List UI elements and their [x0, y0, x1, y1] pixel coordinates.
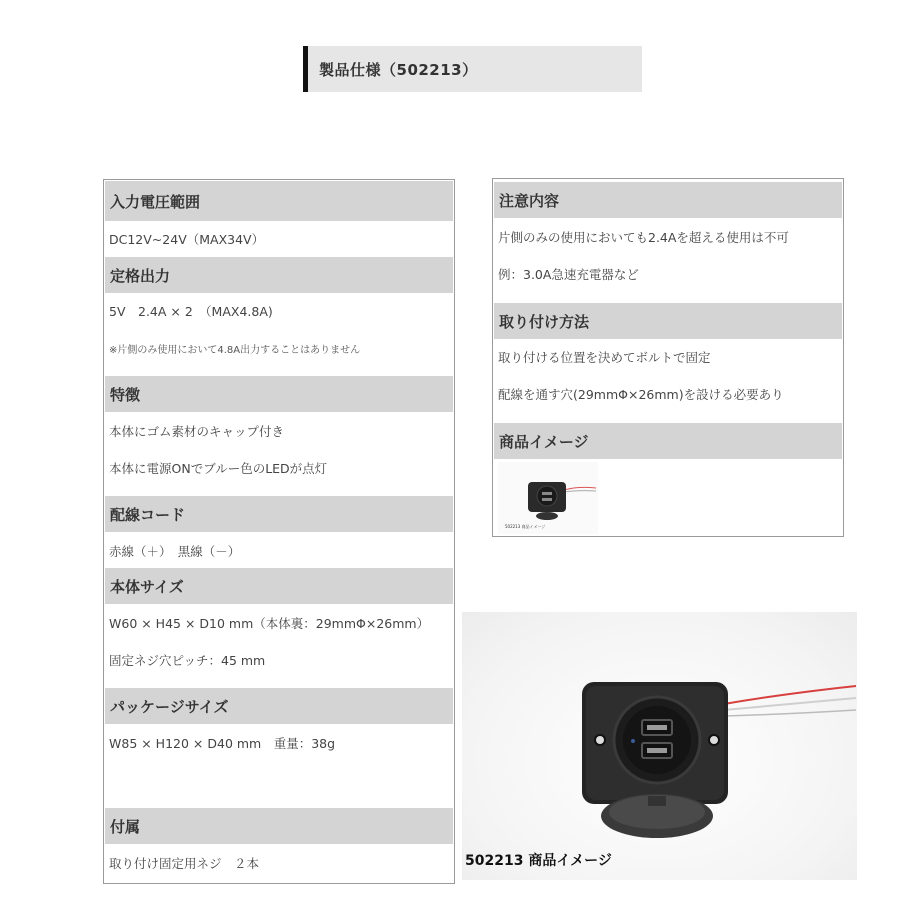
value-wiring-cord: 赤線（＋） 黒線（－）	[109, 544, 241, 559]
thumbnail-caption: 502213 商品イメージ	[505, 524, 546, 529]
header-product-image: 商品イメージ	[494, 423, 842, 459]
header-features: 特徴	[105, 376, 453, 412]
value-installation-2: 配線を通す穴(29mmΦ×26mm)を設ける必要あり	[498, 387, 784, 402]
header-wiring-cord: 配線コード	[105, 496, 453, 532]
spec-table-right	[492, 178, 844, 537]
product-photo	[462, 612, 857, 880]
product-thumbnail	[498, 462, 598, 534]
value-cautions-1: 片側のみの使用においても2.4Aを超える使用は不可	[498, 230, 789, 245]
value-accessories: 取り付け固定用ネジ ２本	[109, 856, 260, 871]
usb-socket-image	[462, 612, 857, 880]
value-rated-output: 5V 2.4A × 2 （MAX4.8A)	[109, 304, 273, 319]
value-features-1: 本体にゴム素材のキャップ付き	[109, 424, 285, 439]
value-cautions-2: 例：3.0A急速充電器など	[498, 267, 639, 282]
page-title: 製品仕様（502213）	[303, 46, 642, 92]
photo-caption: 502213 商品イメージ	[465, 853, 612, 869]
header-package-size: パッケージサイズ	[105, 688, 453, 724]
value-body-size-1: W60 × H45 × D10 mm（本体裏：29mmΦ×26mm）	[109, 616, 430, 631]
header-rated-output: 定格出力	[105, 257, 453, 293]
header-accessories: 付属	[105, 808, 453, 844]
value-body-size-2: 固定ネジ穴ピッチ：45 mm	[109, 653, 266, 668]
spec-table-left	[103, 179, 455, 884]
header-input-voltage: 入力電圧範囲	[105, 181, 453, 221]
value-installation-1: 取り付ける位置を決めてボルトで固定	[498, 350, 711, 365]
note-rated-output: ※片側のみ使用において4.8A出力することはありません	[109, 344, 361, 356]
header-installation: 取り付け方法	[494, 303, 842, 339]
header-body-size: 本体サイズ	[105, 568, 453, 604]
value-package-size: W85 × H120 × D40 mm 重量：38g	[109, 736, 336, 751]
value-input-voltage: DC12V~24V（MAX34V）	[109, 232, 265, 247]
header-cautions: 注意内容	[494, 182, 842, 218]
value-features-2: 本体に電源ONでブルー色のLEDが点灯	[109, 461, 328, 476]
